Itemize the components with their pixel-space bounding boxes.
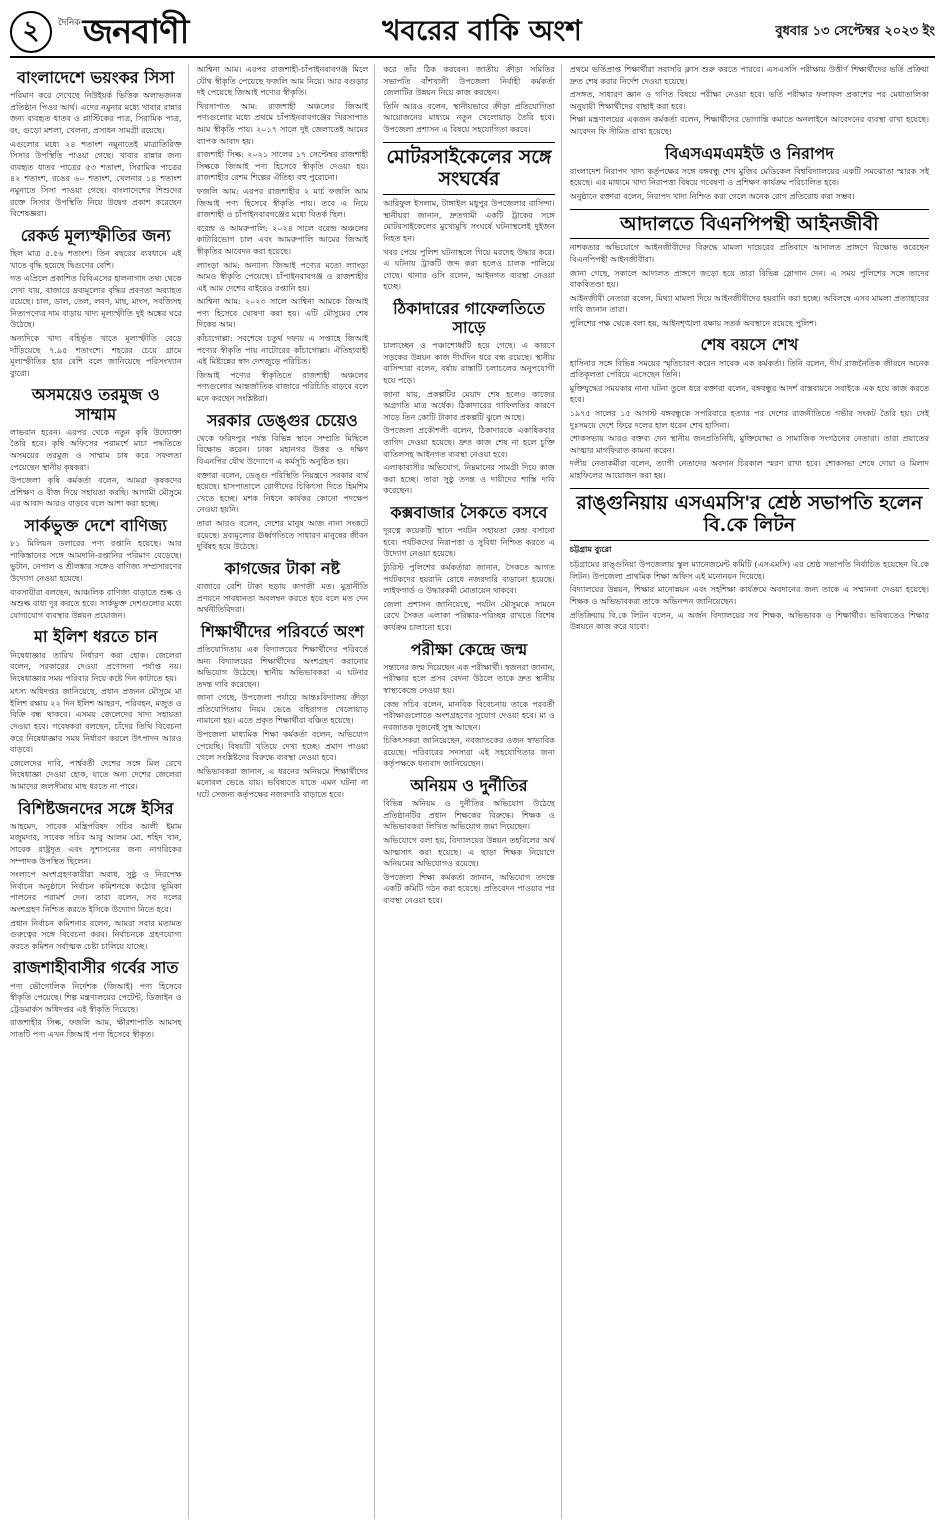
article-paragraph: দূরত্বে কয়েকটি স্থানে পর্যটন সহায়তা কেন্দ্র বসানো হবে। পর্যটকদের নিরাপত্তা ও সুবিধা নিশ্চিত করতে এ উদ্যোগ নেওয়া হয়েছে। bbox=[383, 526, 555, 559]
news-article bbox=[197, 622, 369, 801]
article-body bbox=[383, 798, 555, 906]
issue-date: বুধবার ১৩ সেপ্টেম্বর ২০২৩ ইং bbox=[775, 23, 935, 39]
article-body bbox=[10, 821, 182, 953]
article-paragraph: ল্যাংড়া আম: অন্যান্য জিআই পণ্যের মতো ল্যাংড়া আমও স্বীকৃতি পেয়েছে। চাঁপাইনবাবগঞ্জ ও রাজশাহীর এই আম দেশের বাইরেও রপ্তানি হয়। bbox=[196, 260, 369, 293]
article-body bbox=[197, 644, 369, 801]
article-body bbox=[570, 242, 929, 329]
article-headline: রাজশাহীবাসীর গর্বের সাত bbox=[13, 958, 179, 978]
article-body bbox=[10, 981, 182, 1041]
article-headline: রাঙ্গুনিয়ায় এসএমসি'র শ্রেষ্ঠ সভাপতি হলেন বি.কে লিটন bbox=[570, 488, 929, 542]
news-article bbox=[383, 142, 555, 293]
article-headline: ঠিকাদারের গাফেলতিতে সাড়ে bbox=[393, 298, 545, 338]
article-paragraph: বিভিন্ন অনিয়ম ও দুর্নীতির অভিযোগ উঠেছে প্রতিষ্ঠানটির প্রধান শিক্ষকের বিরুদ্ধে। শিক্ষক ও অভিভাবকরা লিখিত অভিযোগ জমা দিয়েছেন। bbox=[383, 799, 555, 832]
article-paragraph: উপজেলা প্রকৌশলী বলেন, ঠিকাদারকে একাধিকবার তাগিদ দেওয়া হয়েছে। দ্রুত কাজ শেষ না হলে চুক্তি বাতিলসহ আইনগত ব্যবস্থা নেওয়া হবে। bbox=[383, 426, 555, 459]
article-paragraph: দলীয় নেতাকর্মীরা বলেন, ত্যাগী নেতাদের অবদান চিরকাল স্মরণ রাখা হবে। শোকসভা শেষে দোয়া ও মিলাদ মাহফিলের আয়োজন করা হয়। bbox=[569, 459, 929, 481]
masthead bbox=[10, 8, 935, 58]
article-paragraph: নিষেধাজ্ঞার তারিখ নির্ধারণ করা হোক। জেলেরা বলেন, সরকারের দেওয়া প্রণোদনা পর্যাপ্ত নয়। নিষেধাজ্ঞার সময় পরিবার নিয়ে কষ্টে দিন কাটাতে হয়। bbox=[10, 650, 182, 683]
article-paragraph: ব্যবসায়ীরা বলছেন, আঞ্চলিক বাণিজ্য বাড়াতে শুল্ক ও অশুল্ক বাধা দূর করতে হবে। সার্কভুক্ত দেশগুলোর মধ্যে যোগাযোগ ব্যবস্থার উন্নয়ন প্রয়োজন। bbox=[10, 587, 182, 620]
article-paragraph: অভিযোগে বলা হয়, বিদ্যালয়ের উন্নয়ন তহবিলের অর্থ আত্মসাৎ করা হয়েছে। এ ছাড়া শিক্ষক নিয়োগে অনিয়মের অভিযোগও রয়েছে। bbox=[383, 836, 555, 869]
section-title: খবরের বাকি অংশ bbox=[382, 13, 582, 47]
article-columns bbox=[10, 64, 935, 1519]
article-paragraph: চট্টগ্রামের রাঙ্গুনিয়া উপজেলায় স্কুল ম্যানেজমেন্ট কমিটি (এসএমসি) এর শ্রেষ্ঠ সভাপতি নির্বাচিত হয়েছেন বি.কে লিটন। উপজেলা প্রাথমিক শিক্ষা অফিস এই মনোনয়ন দিয়েছে। bbox=[569, 560, 929, 581]
article-paragraph: শোকসভায় আরও বক্তব্য দেন স্থানীয় জনপ্রতিনিধি, মুক্তিযোদ্ধা ও সামাজিক সংগঠনের নেতারা। তারা প্রয়াতের আত্মার মাগফিরাত কামনা করেন। bbox=[569, 434, 929, 455]
article-paragraph: তারা আরও বলেন, দেশের মানুষ আজ নানা সংকটে রয়েছে। দ্রব্যমূল্যের ঊর্ধ্বগতিতে সাধারণ মানুষের জীবন দুর্বিষহ হয়ে উঠেছে। bbox=[196, 518, 369, 552]
article-paragraph: কাঁচাগোল্লা: সবশেষে চতুর্থ দফায় এ সপ্তাহে জিআই পণ্যের স্বীকৃতি পায় নাটোরের কাঁচাগোল্লা। ঐতিহ্যবাহী এই মিষ্টান্নের স্বাদ দেশজুড়ে পরিচিত। bbox=[196, 334, 369, 367]
news-article bbox=[383, 299, 555, 497]
article-paragraph: রাজশাহীর সিল্ক, ফজলি আম, ক্ষীরশাপাতি আমসহ সাতটি পণ্য এখন জিআই পণ্য হিসেবে স্বীকৃত। bbox=[10, 1018, 182, 1039]
article-body bbox=[10, 538, 182, 621]
article-headline: অনিয়ম ও দুর্নীতির bbox=[410, 776, 528, 796]
article-body bbox=[197, 433, 369, 553]
article-paragraph: মুক্তিযুদ্ধের সময়কার নানা ঘটনা তুলে ধরে বক্তারা বলেন, বঙ্গবন্ধুর আদর্শ বাস্তবায়নে সবাইকে এক হয়ে কাজ করতে হবে। bbox=[569, 383, 929, 405]
logo-prefix: দৈনিক bbox=[58, 18, 81, 28]
news-article bbox=[10, 226, 182, 380]
article-paragraph: রাজশাহী সিল্ক: ২০২১ সালের ১৭ সেপ্টেম্বর রাজশাহী সিল্ককে জিআই পণ্য হিসেবে স্বীকৃতি দেওয়া হয়। রাজশাহীর রেশম শিল্পের ঐতিহ্য বহু পুরোনো। bbox=[196, 150, 369, 183]
article-paragraph: বাজারে বেশি টাকা ছড়ায় কাগজী মত। মুদ্রানীতি প্রণয়নে সাবধানতা অবলম্বন করতে হবে বলে মত দেন অর্থনীতিবিদরা। bbox=[196, 581, 369, 615]
article-paragraph: খবর পেয়ে পুলিশ ঘটনাস্থলে গিয়ে মরদেহ উদ্ধার করে। এ ঘটনায় ট্রাকটি জব্দ করা হলেও চালক পালিয়ে গেছে। থানার ওসি বলেন, আইনগত ব্যবস্থা নেওয়া হচ্ছে। bbox=[383, 247, 555, 292]
article-body bbox=[383, 340, 555, 497]
article-paragraph: পণ্য ভৌগোলিক নির্দেশক (জিআই) পণ্য হিসেবে স্বীকৃতি পেয়েছে। শিল্প মন্ত্রণালয়ের পেটেন্ট, ডিজাইন ও ট্রেডমার্কস অধিদপ্তর এই স্বীকৃতি দিয়েছে। bbox=[10, 981, 182, 1014]
article-paragraph: ট্যুরিস্ট পুলিশের কর্মকর্তারা জানান, সৈকতে আগত পর্যটকদের হয়রানি রোধে নজরদারি বাড়ানো হয়েছে। লাইফগার্ড ও উদ্ধারকর্মী মোতায়েন থাকবে। bbox=[383, 562, 555, 596]
page-number: ২ bbox=[10, 11, 52, 53]
news-article bbox=[10, 799, 182, 953]
article-body bbox=[383, 198, 555, 293]
article-paragraph: ১৯৭৫ সালের ১৫ আগস্ট বঙ্গবন্ধুকে সপরিবারে হত্যার পর দেশের রাজনীতিতে গভীর সংকট তৈরি হয়। সেই দুঃসময়ে দেশে ফিরে দলের হাল ধরেন শেখ হাসিনা। bbox=[569, 409, 929, 430]
news-article bbox=[383, 503, 555, 634]
news-article bbox=[197, 411, 369, 553]
article-body bbox=[10, 427, 182, 510]
news-article bbox=[383, 640, 555, 771]
article-paragraph: প্রসঙ্গত, সাধারণ জ্ঞান ও গণিত বিষয়ে পরীক্ষা নেওয়া হবে। ভর্তি পরীক্ষার ফলাফল প্রকাশের পর মেধাতালিকা অনুযায়ী শিক্ষার্থীদের বাছাই করা হবে। bbox=[569, 90, 929, 111]
article-headline: মোটরসাইকেলের সঙ্গে সংঘর্ষের bbox=[383, 142, 555, 196]
article-paragraph: সন্তানের জন্ম দিয়েছেন এক পরীক্ষার্থী। স্বজনরা জানান, পরীক্ষার হলে প্রসব বেদনা উঠলে তাকে দ্রুত স্থানীয় স্বাস্থ্যকেন্দ্রে নেওয়া হয়। bbox=[383, 662, 555, 695]
article-body bbox=[383, 64, 555, 136]
column-1 bbox=[10, 64, 189, 1519]
article-body bbox=[570, 559, 929, 633]
article-paragraph: জেলেদের দাবি, পার্শ্ববর্তী দেশের সঙ্গে মিল রেখে নিষেধাজ্ঞা দেওয়া হোক, যাতে অন্য দেশের জেলেরা আমাদের জলসীমায় মাছ ধরতে না পারে। bbox=[10, 758, 182, 792]
article-paragraph: প্রথমে ভর্তিপ্রাপ্ত শিক্ষার্থীরা সরাসরি ক্লাস শুরু করতে পারবে। এসএসসি পরীক্ষায় উত্তীর্ণ শিক্ষার্থীদের ভর্তি প্রক্রিয়া দ্রুত শেষ করার নির্দেশ দেওয়া হয়েছে। bbox=[569, 65, 929, 86]
article-body bbox=[10, 650, 182, 793]
article-paragraph: প্রধান নির্বাচন কমিশনার বলেন, আমরা সবার মতামত গুরুত্বের সঙ্গে বিবেচনা করব। নির্বাচনকে গ্রহণযোগ্য করতে কমিশন সর্বাত্মক চেষ্টা চালিয়ে যাচ্ছে। bbox=[10, 918, 182, 951]
article-headline: আদালতে বিএনপিপন্থী আইনজীবী bbox=[570, 209, 929, 240]
article-paragraph: কেন্দ্র সচিব বলেন, মানবিক বিবেচনায় তাকে পরবর্তী পরীক্ষাগুলোতে অংশগ্রহণের সুযোগ দেওয়া হবে। মা ও নবজাতক দুজনেই সুস্থ আছেন। bbox=[383, 699, 555, 732]
news-article bbox=[570, 209, 929, 330]
article-paragraph: এগুলোর মধ্যে ২৪ শতাংশ নমুনাতেই মাত্রাতিরিক্ত সিসার উপস্থিতি পাওয়া গেছে। খাবার রান্নার জন্য ব্যবহৃত ধাতব পাত্রের ৫৩ শতাংশ, সিরামিক পাত্রের ৪২ শতাংশ, রঙের ৬০ শতাংশ, খেলনার ১৪ শতাংশ নমুনাতে সিসা পাওয়া গেছে। বাংলাদেশের শিশুদের রক্তে সিসার উপস্থিতি নিয়ে উদ্বেগ প্রকাশ করেছেন বিশেষজ্ঞরা। bbox=[10, 139, 182, 219]
news-article bbox=[383, 64, 555, 136]
article-paragraph: চিকিৎসকরা জানিয়েছেন, নবজাতকের ওজন স্বাভাবিক রয়েছে। পরিবারের সদস্যরা এই সহযোগিতার জন্য কর্তৃপক্ষকে ধন্যবাদ জানিয়েছেন। bbox=[383, 736, 555, 769]
article-paragraph: অভিভাবকরা জানান, এ ধরনের অনিয়মে শিক্ষার্থীদের মনোবল ভেঙে যায়। ভবিষ্যতে যাতে এমন ঘটনা না ঘটে সেজন্য কর্তৃপক্ষের নজরদারি বাড়াতে হবে। bbox=[196, 766, 369, 800]
article-headline: বিশিষ্টজনদের সঙ্গে ইসির bbox=[17, 798, 174, 818]
article-paragraph: শিক্ষা মন্ত্রণালয়ের একজন কর্মকর্তা বলেন, শিক্ষার্থীদের ভোগান্তি কমাতে অনলাইনে আবেদনের ব্যবস্থা রাখা হয়েছে। আবেদন ফি সীমিত রাখা হয়েছে। bbox=[569, 115, 929, 136]
article-paragraph: উপজেলা কৃষি কর্মকর্তা বলেন, আমরা কৃষকদের প্রশিক্ষণ ও বীজ দিয়ে সহায়তা করছি। আগামী মৌসুমে এর আবাদ আরও বাড়বে বলে আশা করা হচ্ছে। bbox=[10, 476, 182, 509]
news-article bbox=[10, 627, 182, 792]
article-headline: বাংলাদেশে ভয়ংকর সিসা bbox=[17, 68, 175, 87]
article-paragraph: লাভবান হবেন। এরপর থেকে নতুন কৃষি উদ্যোক্তা তৈরি হবে। কৃষি অফিসের পরামর্শে মাচা পদ্ধতিতে অসময়ের তরমুজ ও সাম্মাম চাষ করে সফলতা পেয়েছেন স্থানীয় কৃষকরা। bbox=[10, 427, 182, 472]
news-article bbox=[10, 385, 182, 510]
article-paragraph: ফজলি আম: এরপর রাজশাহীর ২ মার্চ ফজলি আম জিআই পণ্য হিসেবে স্বীকৃতি পায়। তবে এ নিয়ে রাজশাহী ও চাঁপাইনবাবগঞ্জের মধ্যে বিতর্ক ছিল। bbox=[196, 186, 369, 220]
news-article bbox=[10, 516, 182, 621]
article-headline: পরীক্ষা কেন্দ্রে জন্ম bbox=[410, 639, 528, 659]
article-body bbox=[570, 64, 929, 138]
article-body bbox=[10, 248, 182, 380]
article-headline: শিক্ষার্থীদের পরিবর্তে অংশ bbox=[200, 621, 364, 641]
column-4 bbox=[570, 64, 935, 1519]
column-2 bbox=[197, 64, 376, 1519]
article-headline: সার্কভুক্ত দেশে বাণিজ্য bbox=[24, 515, 168, 535]
article-body bbox=[197, 64, 369, 405]
article-paragraph: আশ্বিনা আম: ২০২৩ সালে আশ্বিনা আমকে জিআই পণ্য হিসেবে ঘোষণা করা হয়। এটি মৌসুমের শেষ দিকের আম। bbox=[196, 297, 369, 330]
article-paragraph: এলাকাবাসীর অভিযোগ, নিম্নমানের সামগ্রী দিয়ে কাজ করা হচ্ছে। তারা সুষ্ঠু তদন্ত ও দায়ীদের শাস্তি দাবি করেছেন। bbox=[383, 463, 555, 496]
article-body bbox=[383, 662, 555, 770]
article-headline: শেষ বয়সে শেখ bbox=[700, 335, 799, 355]
news-article bbox=[10, 958, 182, 1040]
article-body bbox=[570, 358, 929, 482]
article-headline: কাগজের টাকা নষ্ট bbox=[224, 558, 341, 578]
article-paragraph: হাসিনার সঙ্গে বিভিন্ন সময়ের স্মৃতিচারণ করেন সাবেক এক কর্মকর্তা। তিনি বলেন, দীর্ঘ রাজনৈতিক জীবনে অনেক প্রতিকূলতা পেরিয়ে এসেছেন তিনি। bbox=[569, 358, 929, 380]
article-paragraph: অনুষ্ঠানে বক্তারা বলেন, নিরাপদ খাদ্য নিশ্চিত করা গেলে অনেক রোগ প্রতিরোধ করা সম্ভব। bbox=[569, 191, 855, 201]
article-headline: অসময়েও তরমুজ ও সাম্মাম bbox=[31, 385, 160, 424]
article-paragraph: পরিমাণ করে দেখেছে নিউইয়র্ক ভিত্তিক অলাভজনক প্রতিষ্ঠান পিওর আর্থ। এদের নমুনার মধ্যে খাবার রান্নার জন্য ব্যবহৃত ধাতব ও প্লাস্টিকের পাত্র, সিরামিক পাত্র, রং, গুড়ো মশলা, খেলনা, প্রসাধন সামগ্রী রয়েছে। bbox=[10, 91, 182, 135]
article-paragraph: আরিফুল ইসলাম, টাঙ্গাইল মধুপুর উপজেলার বাসিন্দা। স্থানীয়রা জানান, দ্রুতগামী একটি ট্রাকের সঙ্গে মোটরসাইকেলের মুখোমুখি সংঘর্ষে ঘটনাস্থলেই দুইজন নিহত হন। bbox=[383, 199, 555, 243]
article-headline: সরকার ডেঙ্গুর চেয়েও bbox=[206, 410, 358, 430]
article-paragraph: জিআই পণ্যের স্বীকৃতিতে রাজশাহী অঞ্চলের পণ্যগুলোর আন্তর্জাতিক বাজারে পরিচিতি বাড়বে বলে মনে করছেন সংশ্লিষ্টরা। bbox=[196, 370, 369, 404]
article-paragraph: ৮১ মিলিয়ন ডলারের পণ্য রপ্তানি হয়েছে। আর পাকিস্তানের সঙ্গে আমদানি-রপ্তানির পরিমাণ বেড়েছে। ভুটান, নেপাল ও শ্রীলঙ্কার সঙ্গেও বাণিজ্য সম্প্রসারণের উদ্যোগ নেওয়া হয়েছে। bbox=[10, 539, 182, 583]
article-paragraph: সংলাপে অংশগ্রহণকারীরা অবাধ, সুষ্ঠু ও নিরপেক্ষ নির্বাচন অনুষ্ঠানে নির্বাচন কমিশনকে কঠোর ভূমিকা পালনের পরামর্শ দেন। তারা বলেন, সব দলের অংশগ্রহণ নিশ্চিত করতে ইসিকে উদ্যোগ নিতে হবে। bbox=[10, 870, 182, 914]
article-byline: চট্টগ্রাম ব্যুরো bbox=[569, 544, 612, 555]
article-paragraph: নাশকতার অভিযোগে আইনজীবীদের বিরুদ্ধে মামলা দায়েরের প্রতিবাদে আদালত প্রাঙ্গণে বিক্ষোভ করেছেন বিএনপিপন্থী আইনজীবীরা। bbox=[569, 243, 929, 264]
article-paragraph: আইনজীবী নেতারা বলেন, মিথ্যা মামলা দিয়ে আইনজীবীদের হয়রানি করা হচ্ছে। অবিলম্বে এসব মামলা প্রত্যাহারের দাবি জানান তারা। bbox=[569, 293, 929, 315]
article-paragraph: খিরসাপাত আম: রাজশাহী অঞ্চলের জিআই পণ্যগুলোর মধ্যে প্রথমে চাঁপাইনবাবগঞ্জের খিরসাপাত আম স্বীকৃতি পায়। ২০১৭ সালে দুই জেলাতেই আমের ব্যাপক আবাদ হয়। bbox=[196, 101, 369, 146]
article-paragraph: গত এপ্রিলে প্রকাশিত বিবিএসের হালনাগাদ তথ্য থেকে দেখা যায়, বাজারে দ্রব্যমূল্যের বৃদ্ধির প্রবণতা অব্যাহত রয়েছে। চাল, ডাল, তেল, লবণ, মাছ, মাংস, সবজিসহ নিত্যপণ্যের দাম বাড়ায় খাদ্য মূল্যস্ফীতি দুই অঙ্কের ঘরে উঠেছে। bbox=[10, 274, 182, 330]
article-paragraph: অন্যদিকে খাদ্য বহির্ভূত খাতে মূল্যস্ফীতি বেড়ে দাঁড়িয়েছে ৭.৯৫ শতাংশে। শহরের চেয়ে গ্রামে মূল্যস্ফীতির হার বেশি বলে জানিয়েছে পরিসংখ্যান ব্যুরো। bbox=[10, 334, 182, 378]
article-paragraph: মৎস্য অধিদপ্তর জানিয়েছে, প্রধান প্রজনন মৌসুমে মা ইলিশ রক্ষায় ২২ দিন ইলিশ আহরণ, পরিবহন, মজুত ও বিক্রি বন্ধ থাকবে। এসময় জেলেদের খাদ্য সহায়তা দেওয়া হবে। গবেষকরা বলছেন, চাঁদের তিথি বিবেচনা করে নিষেধাজ্ঞার সময় নির্ধারণ করলে উৎপাদন আরও বাড়বে। bbox=[10, 687, 182, 755]
newspaper-logo bbox=[58, 12, 189, 52]
article-paragraph: আশ্বিনা আম। এরপর রাজশাহী-চাঁপাইনবাবগঞ্জ মিলে যৌথ স্বীকৃতি পেয়েছে ফজলি আম নিয়ে। আর বগুড়ার দই পেয়েছে জিআই পণ্যের স্বীকৃতি। bbox=[196, 65, 369, 98]
news-article bbox=[197, 64, 369, 405]
article-paragraph: বক্তারা বলেন, ডেঙ্গু পরিস্থিতি নিয়ন্ত্রণে সরকার ব্যর্থ হয়েছে। হাসপাতালে রোগীদের চিকিৎসা দিতে হিমশিম খেতে হচ্ছে। মশক নিধনে কার্যকর কোনো পদক্ষেপ নেওয়া হয়নি। bbox=[196, 470, 369, 515]
article-headline: মা ইলিশ ধরতে চান bbox=[34, 627, 158, 647]
article-paragraph: বিদ্যালয়ের উন্নয়ন, শিক্ষার মানোন্নয়ন এবং সহশিক্ষা কার্যক্রমে অবদানের জন্য তাকে এ সম্মাননা দেওয়া হয়েছে। শিক্ষক ও অভিভাবকরা তাকে অভিনন্দন জানিয়েছেন। bbox=[569, 585, 929, 606]
article-paragraph: করে তাঁর ঠিক করবেন। জাতীয় ক্রীড়া সমিতির সভাপতি বাঁশখালী উপজেলা নির্বাহী কর্মকর্তা জেলাটির উন্নয়ন নিয়ে কাজ করছেন। bbox=[383, 65, 555, 98]
article-paragraph: থেকে ফরিদপুর পর্যন্ত বিভিন্ন স্থানে সম্প্রতি মিছিলে বিক্ষোভ করেন। ঢাকা মহানগর উত্তর ও দক্ষিণ বিএনপির যৌথ উদ্যোগে এ কর্মসূচি অনুষ্ঠিত হয়। bbox=[196, 433, 369, 466]
article-body bbox=[10, 90, 182, 220]
article-paragraph: উপজেলা মাধ্যমিক শিক্ষা কর্মকর্তা বলেন, অভিযোগ পেয়েছি। বিষয়টি খতিয়ে দেখা হচ্ছে। প্রমাণ পাওয়া গেলে সংশ্লিষ্টদের বিরুদ্ধে ব্যবস্থা নেওয়া হবে। bbox=[196, 730, 369, 763]
column-3 bbox=[383, 64, 562, 1519]
article-paragraph: বাংলাদেশ নিরাপদ খাদ্য কর্তৃপক্ষের সঙ্গে বঙ্গবন্ধু শেখ মুজিব মেডিকেল বিশ্ববিদ্যালয়ের একটি সমঝোতা স্মারক সই হয়েছে। এর মাধ্যমে খাদ্য নিরাপত্তা বিষয়ে গবেষণা ও প্রশিক্ষণ কার্যক্রম পরিচালিত হবে। bbox=[569, 166, 929, 188]
news-article bbox=[570, 335, 929, 481]
article-body bbox=[383, 525, 555, 633]
article-paragraph: চালাচ্ছেন ও পঞ্চাশোর্ধ্বটি হয়ে গেছে। এ কারণে সড়কের উন্নয়ন কাজ দীর্ঘদিন ধরে বন্ধ রয়েছে। স্থানীয় বাসিন্দারা বলেন, বর্ষায় রাস্তাটি চলাচলের অনুপযোগী হয়ে পড়ে। bbox=[383, 341, 555, 386]
news-article bbox=[10, 68, 182, 220]
article-paragraph: প্রতিযোগিতায় এক বিদ্যালয়ের শিক্ষার্থীদের পরিবর্তে অন্য বিদ্যালয়ের শিক্ষার্থীদের অংশগ্রহণ করানোর অভিযোগ উঠেছে। স্থানীয় অভিভাবকরা এ ঘটনার তদন্ত দাবি করেছেন। bbox=[196, 644, 369, 689]
article-paragraph: ছিল মাত্র ৫.৫৬ শতাংশ। তিন বছরের ব্যবধানে এই খাতে বৃদ্ধি হয়েছে দ্বিগুণের বেশি। bbox=[10, 248, 182, 270]
article-paragraph: তিনি আরও বলেন, স্থানীয়ভাবে ক্রীড়া প্রতিযোগিতা আয়োজনের মাধ্যমে নতুন খেলোয়াড় তৈরি হবে। উপজেলা প্রশাসন এ বিষয়ে সহযোগিতা করবে। bbox=[383, 101, 555, 134]
article-paragraph: বরেন্দ্র ও আমরুপালি: ২০২৪ সালে বরেন্দ্র অঞ্চলের কাটারিভোগ চাল এবং আমরুপালি আমের জিআই স্বীকৃতির আবেদন করা হয়েছে। bbox=[196, 223, 369, 256]
article-paragraph: পুলিশের পক্ষ থেকে বলা হয়, আইনশৃঙ্খলা রক্ষায় সতর্ক অবস্থানে রয়েছে পুলিশ। bbox=[569, 318, 817, 328]
news-article bbox=[570, 488, 929, 633]
news-article bbox=[570, 144, 929, 203]
news-article bbox=[570, 64, 929, 138]
news-article bbox=[383, 776, 555, 907]
article-paragraph: জানা যায়, প্রকল্পটির মেয়াদ শেষ হলেও কাজের অগ্রগতি মাত্র অর্ধেক। ঠিকাদারের গাফিলতির কারণে সাড়ে তিন কোটি টাকার প্রকল্পটি ঝুলে আছে। bbox=[383, 389, 555, 422]
article-body bbox=[570, 166, 929, 203]
article-paragraph: আহমেদ, সাবেক মন্ত্রিপরিষদ সচিব আলী ইমাম মজুমদার, সাবেক সচিব আবু আলম মো. শহিদ খান, সাবেক রাষ্ট্রদূত এবং সুশাসনের জন্য নাগরিকের সম্পাদক উপস্থিত ছিলেন। bbox=[10, 821, 182, 866]
article-paragraph: উপজেলা শিক্ষা কর্মকর্তা জানান, অভিযোগ তদন্তে একটি কমিটি গঠন করা হয়েছে। প্রতিবেদন পাওয়ার পর ব্যবস্থা নেওয়া হবে। bbox=[383, 872, 555, 905]
article-headline: বিএসএমএমইউ ও নিরাপদ bbox=[664, 143, 834, 163]
news-article bbox=[197, 559, 369, 616]
article-paragraph: প্রতিক্রিয়ায় বি.কে লিটন বলেন, এ অর্জন বিদ্যালয়ের সব শিক্ষক, অভিভাবক ও শিক্ষার্থীর। ভবিষ্যতেও শিক্ষার উন্নয়নে কাজ করে যাবো। bbox=[569, 610, 929, 632]
article-headline: কক্সবাজার সৈকতে বসবে bbox=[390, 503, 548, 522]
article-headline: রেকর্ড মূল্যস্ফীতির জন্য bbox=[20, 225, 171, 245]
article-paragraph: জানা গেছে, সকালে আদালত প্রাঙ্গণে জড়ো হয়ে তারা বিভিন্ন স্লোগান দেন। এ সময় পুলিশের সঙ্গে তাদের বাকবিতণ্ডা হয়। bbox=[569, 268, 929, 290]
article-paragraph: জেলা প্রশাসন জানিয়েছে, পর্যটন মৌসুমকে সামনে রেখে সৈকত এলাকা পরিষ্কার-পরিচ্ছন্ন রাখতে বিশেষ কার্যক্রম চালানো হবে। bbox=[383, 599, 555, 632]
article-body bbox=[197, 581, 369, 616]
logo-name: জনবাণী bbox=[82, 12, 189, 52]
article-paragraph: জানা গেছে, উপজেলা পর্যায়ে আন্তঃবিদ্যালয় ক্রীড়া প্রতিযোগিতায় নিয়ম ভেঙে বহিরাগত খেলোয়াড় নামানো হয়। এতে প্রকৃত শিক্ষার্থীরা বঞ্চিত হয়েছে। bbox=[196, 693, 369, 726]
